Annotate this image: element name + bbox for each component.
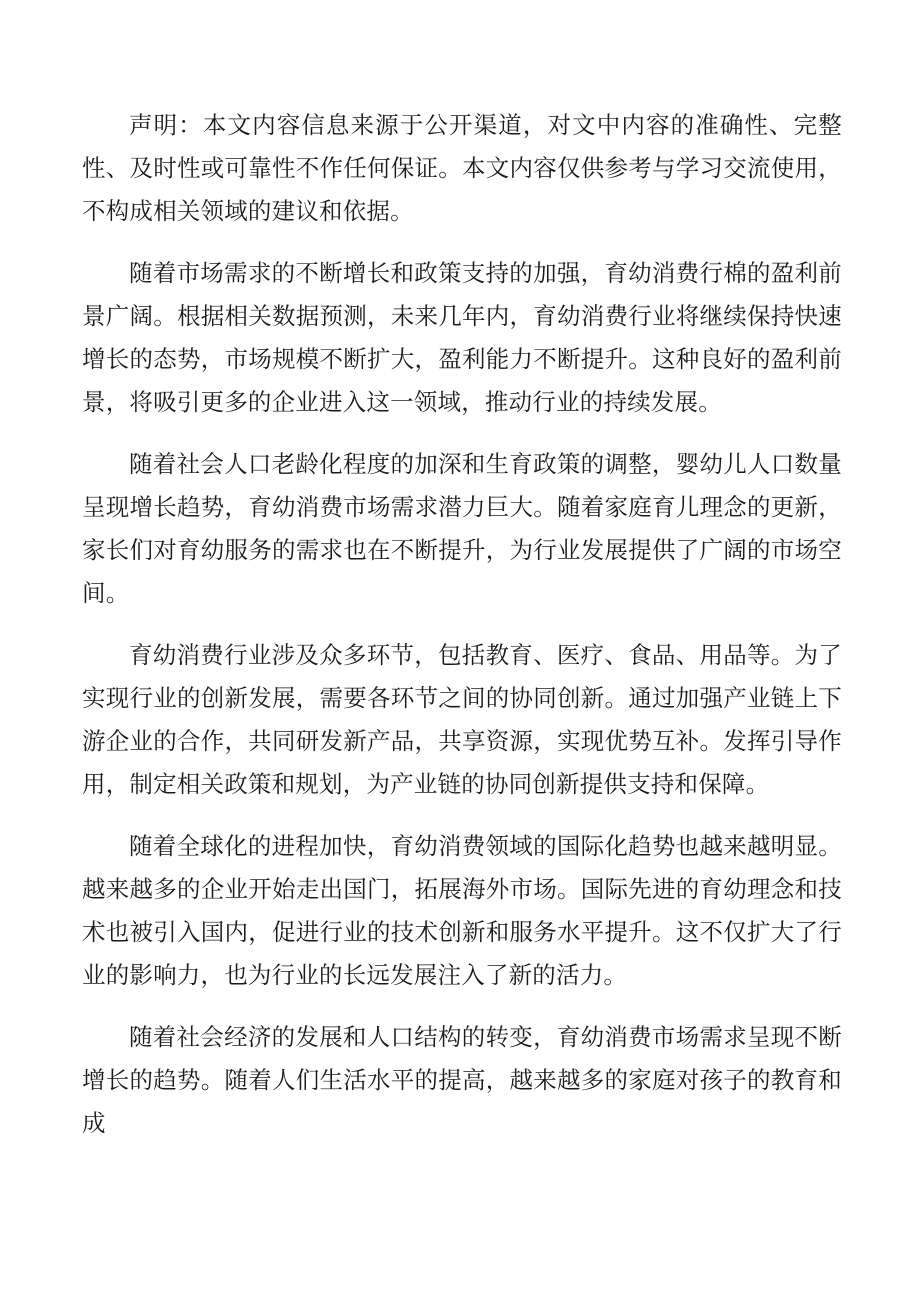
body-paragraph: 随着全球化的进程加快，育幼消费领域的国际化趋势也越来越明显。越来越多的企业开始走出国门，拓展海外市场。国际先进的育幼理念和技术也被引入国内，促进行业的技术创新和服务水平提升。这不仅扩大了行业的影响力，也为行业的长远发展注入了新的活力。 bbox=[82, 832, 842, 989]
body-paragraph: 随着社会经济的发展和人口结构的转变，育幼消费市场需求呈现不断增长的趋势。随着人们生活水平的提高，越来越多的家庭对孩子的教育和成 bbox=[82, 1023, 842, 1137]
body-paragraph: 随着社会人口老龄化程度的加深和生育政策的调整，婴幼儿人口数量呈现增长趋势，育幼消费市场需求潜力巨大。随着家庭育儿理念的更新，家长们对育幼服务的需求也在不断提升，为行业发展提供了广阔的市场空间。 bbox=[82, 450, 842, 607]
disclaimer-paragraph: 声明：本文内容信息来源于公开渠道，对文中内容的准确性、完整性、及时性或可靠性不作任何保证。本文内容仅供参考与学习交流使用，不构成相关领域的建议和依据。 bbox=[82, 111, 842, 225]
body-paragraph: 育幼消费行业涉及众多环节，包括教育、医疗、食品、用品等。为了实现行业的创新发展，需要各环节之间的协同创新。通过加强产业链上下游企业的合作，共同研发新产品，共享资源，实现优势互补。发挥引导作用，制定相关政策和规划，为产业链的协同创新提供支持和保障。 bbox=[82, 641, 842, 798]
body-paragraph: 随着市场需求的不断增长和政策支持的加强，育幼消费行棉的盈利前景广阔。根据相关数据预测，未来几年内，育幼消费行业将继续保持快速增长的态势，市场规模不断扩大，盈利能力不断提升。这种良好的盈利前景，将吸引更多的企业进入这一领域，推动行业的持续发展。 bbox=[82, 259, 842, 416]
document-body bbox=[82, 104, 842, 1164]
